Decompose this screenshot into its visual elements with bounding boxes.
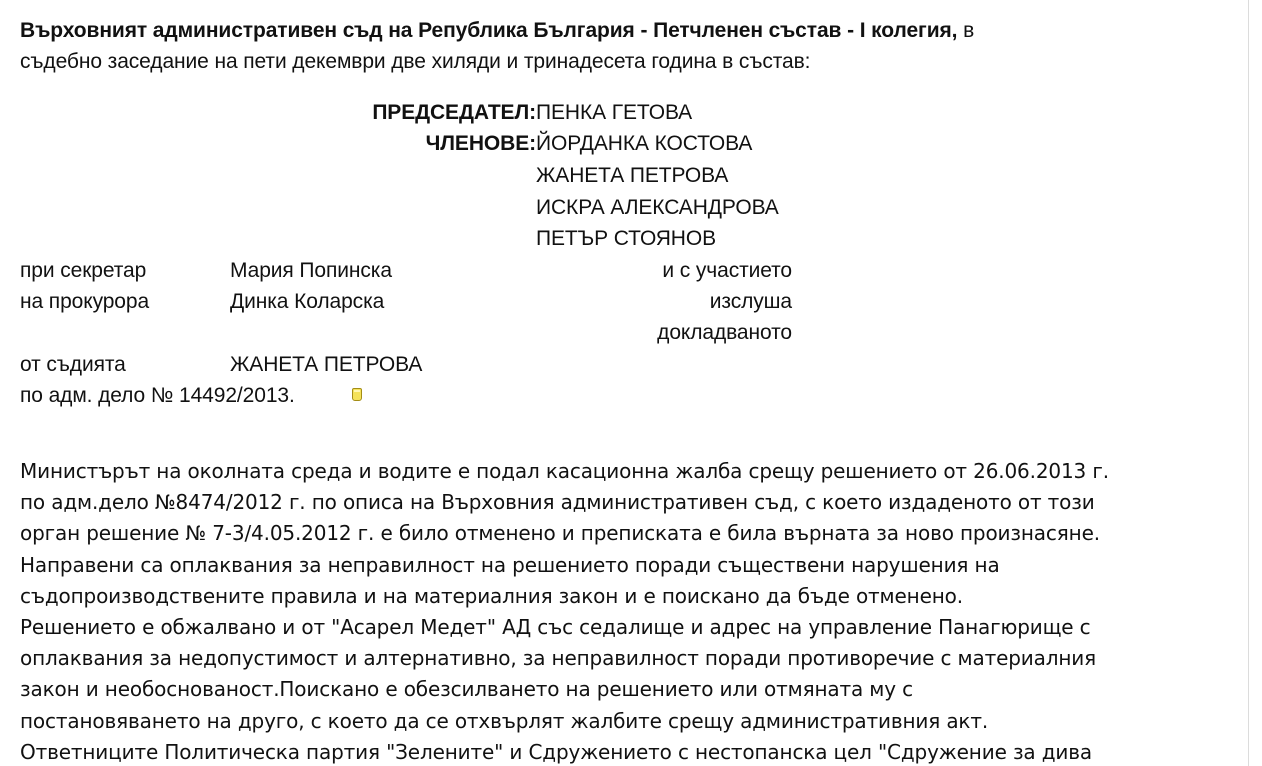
- chair-name: ПЕНКА ГЕТОВА: [536, 101, 693, 124]
- case-reference: по адм. дело № 14492/2013.: [20, 384, 295, 407]
- body-line: съдопроизводствените правила и на материалния закон и е поискано да бъде отменено.: [20, 583, 963, 608]
- judge-label: от съдията: [20, 353, 126, 376]
- prosecutor-label: на прокурора: [20, 290, 150, 313]
- member-name: ЖАНЕТА ПЕТРОВА: [536, 164, 729, 187]
- body-line: Решението е обжалвано и от "Асарел Медет" АД със седалище и адрес на управление Панагюрище с: [20, 614, 1091, 639]
- chair-label: ПРЕДСЕДАТЕЛ:: [372, 101, 536, 124]
- members-label: ЧЛЕНОВЕ:: [425, 132, 536, 155]
- court-heading-tail: в: [957, 19, 975, 42]
- body-line: по адм.дело №8474/2012 г. по описа на Върховния административен съд, с което издаденото от този: [20, 490, 1095, 515]
- body-line: постановяването на друго, с което да се отхвърлят жалбите срещу административния акт.: [20, 708, 989, 733]
- heard-text: изслуша: [709, 290, 792, 313]
- body-line: орган решение № 7-3/4.05.2012 г. е било отменено и преписката е била върната за ново произнасяне.: [20, 521, 1100, 546]
- member-name: ЙОРДАНКА КОСТОВА: [536, 132, 753, 155]
- session-subtitle: съдебно заседание на пети декември две хиляди и тринадесета година в състав:: [20, 50, 811, 73]
- participation-text: и с участието: [662, 259, 792, 282]
- body-line: Министърът на околната среда и водите е подал касационна жалба срещу решението от 26.06.2013 г.: [20, 459, 1109, 483]
- secretary-name: Мария Попинска: [230, 259, 392, 282]
- member-name: ПЕТЪР СТОЯНОВ: [536, 227, 716, 250]
- decision-body: [20, 456, 1235, 766]
- body-line: закон и необоснованост.Поискано е обезсилването на решението или отмяната му с: [20, 677, 913, 702]
- body-line: Направени са оплаквания за неправилност на решението поради съществени нарушения на: [20, 552, 1000, 577]
- note-icon[interactable]: [352, 388, 362, 401]
- body-line: Ответниците Политическа партия "Зелените" и Сдружението с нестопанска цел "Сдружение за дива: [20, 739, 1093, 764]
- document-title: [20, 19, 974, 43]
- body-line: оплаквания за недопустимост и алтернативно, за неправилност поради противоречие с материалния: [20, 646, 1097, 671]
- secretary-label: при секретар: [20, 259, 147, 282]
- report-text: докладваното: [657, 321, 792, 344]
- member-name: ИСКРА АЛЕКСАНДРОВА: [536, 196, 779, 219]
- judge-name: ЖАНЕТА ПЕТРОВА: [230, 353, 423, 376]
- page-border: [1248, 0, 1249, 766]
- prosecutor-name: Динка Коларска: [230, 290, 385, 313]
- court-heading: Върховният административен съд на Република България - Петчленен състав - I колегия,: [20, 19, 958, 42]
